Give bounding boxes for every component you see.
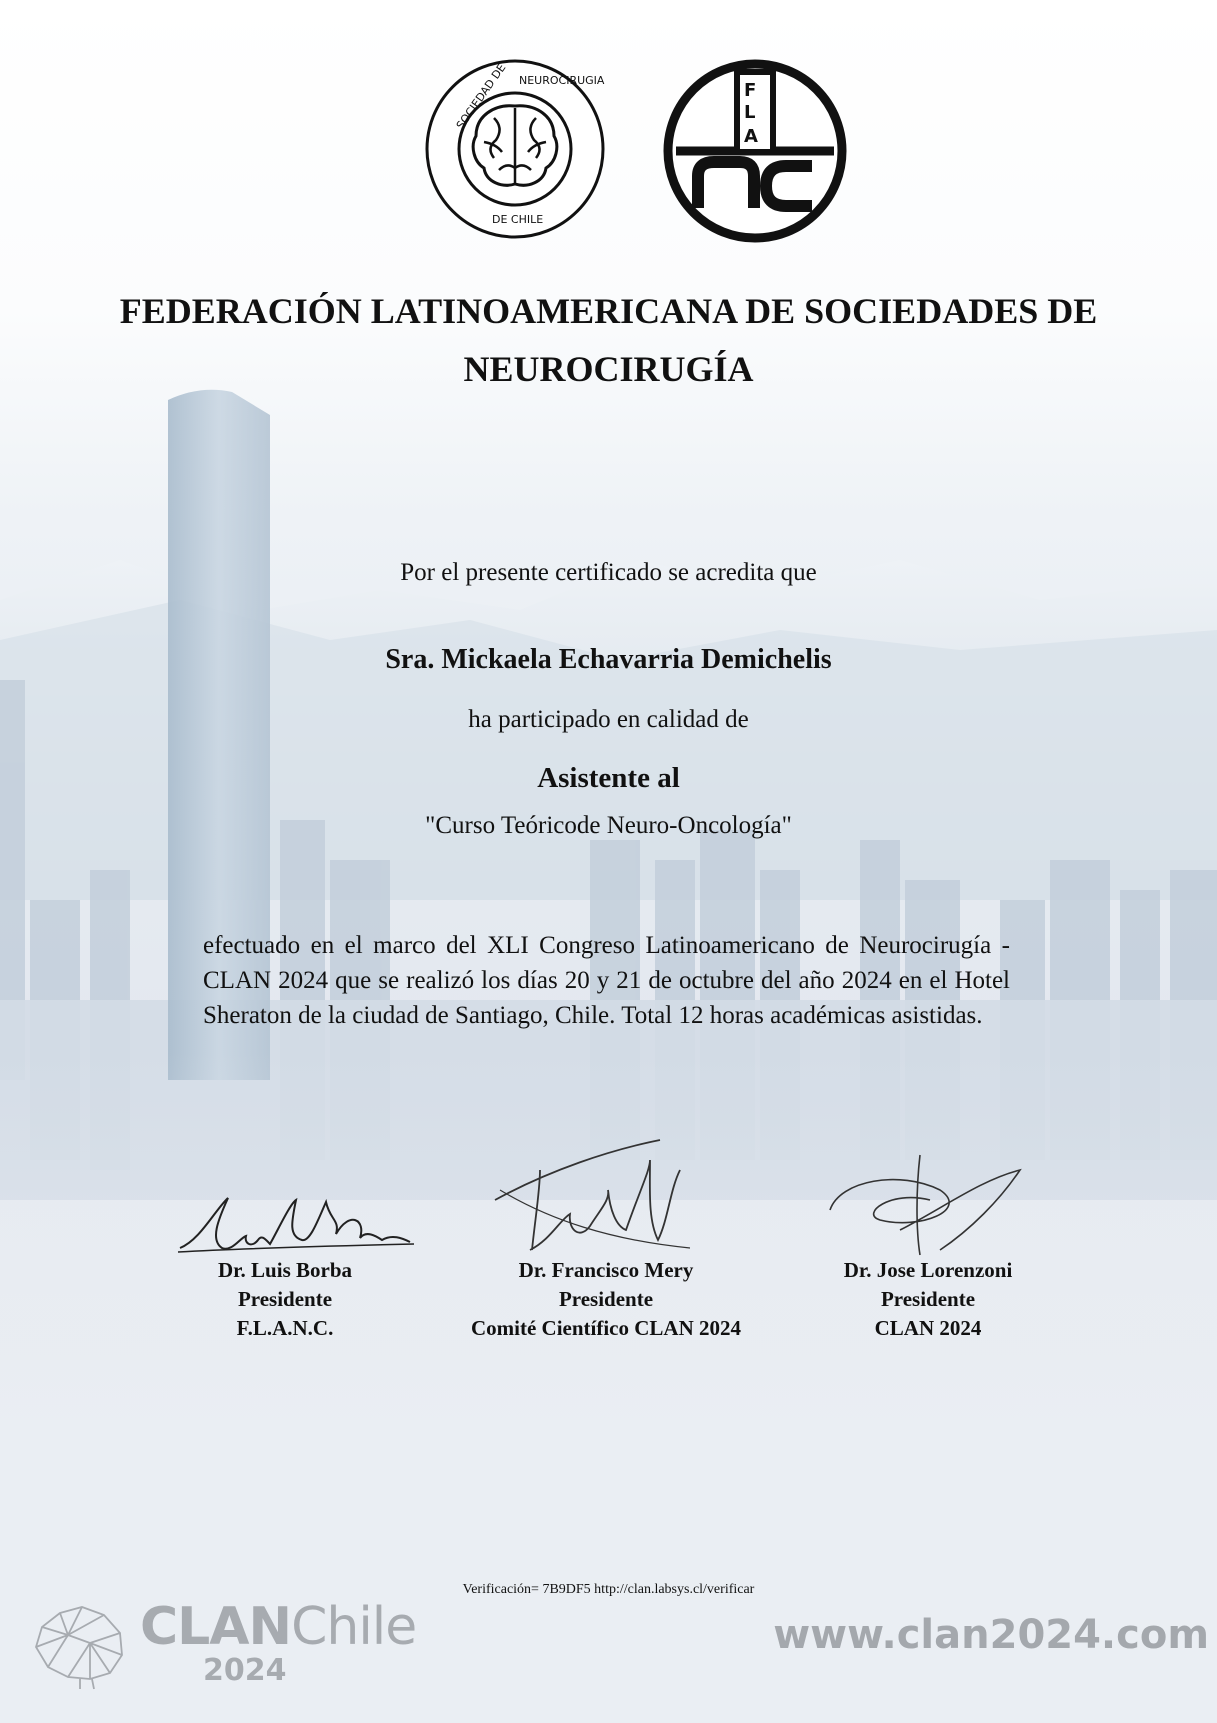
signatory-mery: [440, 1256, 772, 1343]
brand-chile: Chile: [291, 1597, 417, 1657]
website-url: www.clan2024.com: [773, 1612, 1209, 1658]
title-line-2: NEUROCIRUGÍA: [463, 349, 754, 389]
signature-lorenzoni: [820, 1150, 1040, 1260]
brain-network-icon: [30, 1603, 130, 1691]
signatory-org: CLAN 2024: [874, 1316, 982, 1340]
svg-text:A: A: [744, 126, 758, 147]
svg-text:L: L: [744, 102, 756, 123]
signatory-title: Presidente: [558, 1287, 654, 1311]
signature-borba: [170, 1190, 420, 1260]
signatory-title: Presidente: [237, 1287, 333, 1311]
signatory-name: Dr. Jose Lorenzoni: [843, 1258, 1013, 1282]
verification-code: Verificación= 7B9DF5 http://clan.labsys.cl/verificar: [462, 1582, 755, 1597]
brand-year: 2024: [203, 1653, 287, 1688]
brand-clan: CLAN: [140, 1597, 292, 1657]
flanc-logo: [662, 58, 848, 244]
certificate-body: efectuado en el marco del XLI Congreso Latinoamericano de Neurocirugía - CLAN 2024 que se realizó los días 20 y 21 de octubre del año 2024 en el Hotel Sheraton de la ciudad de Santiago, Chile. Total 12 horas académicas asistidas.: [203, 932, 1010, 1029]
signatory-name: Dr. Francisco Mery: [518, 1258, 694, 1282]
signatory-borba: [180, 1256, 390, 1343]
signatory-org: F.L.A.N.C.: [236, 1316, 334, 1340]
signatory-name: Dr. Luis Borba: [217, 1258, 352, 1282]
recipient-name: Sra. Mickaela Echavarria Demichelis: [385, 644, 832, 675]
signatory-lorenzoni: [818, 1256, 1038, 1343]
signatory-title: Presidente: [880, 1287, 976, 1311]
participation-text: ha participado en calidad de: [468, 706, 749, 733]
signatory-org: Comité Científico CLAN 2024: [470, 1316, 742, 1340]
sochineuro-logo: [424, 58, 606, 240]
title-line-1: FEDERACIÓN LATINOAMERICANA DE SOCIEDADES DE: [119, 291, 1098, 331]
svg-text:SOCIEDAD DE: SOCIEDAD DE: [453, 61, 509, 132]
svg-text:DE CHILE: DE CHILE: [492, 213, 544, 226]
signature-mery: [490, 1130, 700, 1260]
clan-chile-brand: [140, 1597, 416, 1657]
course-name: "Curso Teóricode Neuro-Oncología": [425, 812, 792, 839]
certificate-intro: Por el presente certificado se acredita que: [400, 559, 817, 586]
role-title: Asistente al: [537, 762, 680, 794]
svg-text:NEUROCIRUGIA: NEUROCIRUGIA: [519, 74, 605, 87]
federation-title: [0, 282, 1217, 398]
svg-text:F: F: [744, 80, 757, 101]
